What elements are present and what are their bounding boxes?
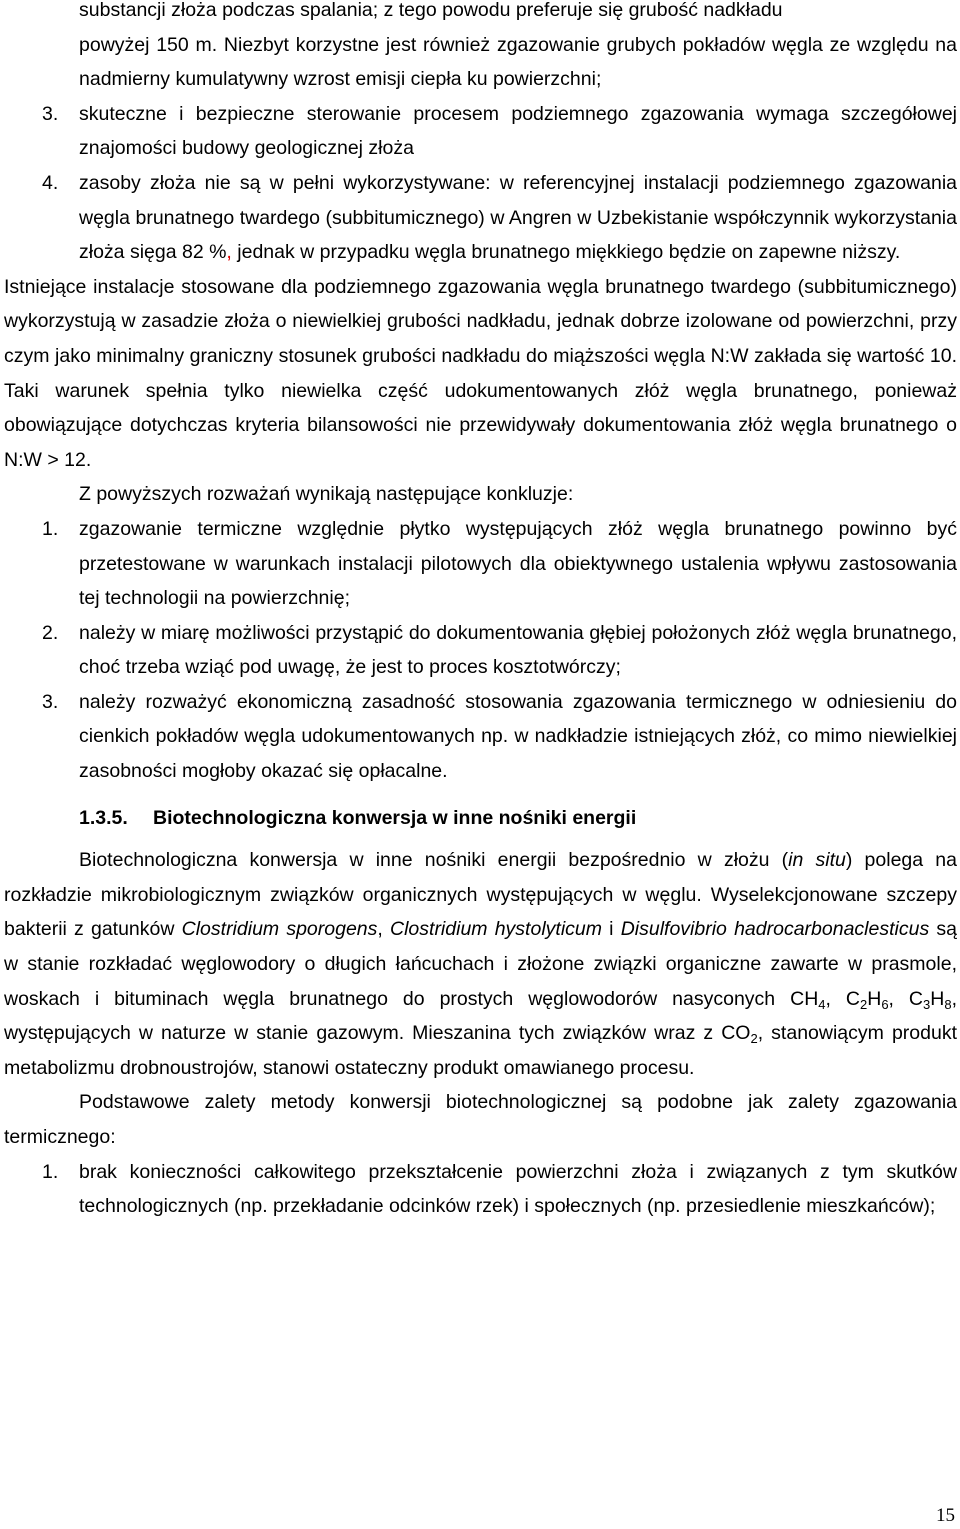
continuation-line-1: substancji złoża podczas spalania; z tego powodu preferuje się grubość nadkładu: [79, 0, 783, 21]
conclusions-intro: Z powyższych rozważań wynikają następujące konkluzje:: [79, 483, 574, 506]
text-run: Biotechnologiczna konwersja w inne nośniki energii bezpośrednio w złożu (: [79, 849, 789, 872]
page-number: 15: [936, 1505, 955, 1526]
text-run: ,: [377, 918, 391, 941]
conclusion-item-1: [4, 512, 957, 616]
document-page: [4, 0, 957, 1224]
list-text: skuteczne i bezpieczne sterowanie procesem podziemnego zgazowania wymaga szczegółowej znajomości budowy geologicznej złoża: [79, 102, 957, 160]
text-run: H: [867, 987, 882, 1010]
section-heading: [4, 801, 957, 836]
text-run: , stanowiącym produkt metabolizmu drobnoustrojów, stanowi ostateczny produkt omawianego procesu.: [4, 1022, 957, 1079]
italic-species-1: Clostridium sporogens: [181, 918, 378, 941]
list-number: 1.: [42, 1160, 59, 1183]
advantages-intro: Podstawowe zalety metody konwersji biotechnologicznej są podobne jak zalety zgazowania termicznego:: [4, 1091, 957, 1148]
text-run: , C: [888, 987, 924, 1010]
paragraph-istniejace: Istniejące instalacje stosowane dla podziemnego zgazowania węgla brunatnego twardego (subbitumicznego) wykorzystują w zasadzie złoża o niewielkiej grubości nadkładu, jednak dobrze izolowane od powierzchni, przy czym jako minimalny graniczny stosunek grubości nadkładu do miąższości węgla N:W zakłada się wartość 10. Taki warunek spełnia tylko niewielka część udokumentowanych złóż węgla brunatnego, ponieważ obowiązujące dotychczas kryteria bilansowości nie przewidywały dokumentowania złóż węgla brunatnego o N:W > 12.: [4, 275, 957, 471]
text-run: , C: [825, 987, 860, 1010]
subscript: 3: [923, 996, 931, 1012]
italic-species-2: Clostridium hystolyticum: [390, 918, 602, 941]
subscript: 2: [859, 996, 868, 1012]
advantage-item-1: [4, 1155, 957, 1224]
list-text: należy rozważyć ekonomiczną zasadność stosowania zgazowania termicznego w odniesieniu do cienkich pokładów węgla udokumentowanych np. w nadkładzie istniejących złóż, co mimo niewielkiej zasobności mogłoby okazać się opłacalne.: [79, 690, 957, 783]
conclusion-item-3: [4, 685, 957, 789]
red-comma: ,: [226, 241, 232, 264]
list-number: 3.: [42, 690, 59, 713]
text-run: ) polega na rozkładzie mikrobiologicznym związków organicznych występujących w węglu. Wyselekcjonowane szczepy bakterii z gatunków: [4, 849, 957, 941]
list-item-3: [4, 97, 957, 166]
paragraph-biotechnologiczna: [4, 843, 957, 1085]
section-title: Biotechnologiczna konwersja w inne nośniki energii: [153, 806, 637, 829]
subscript: 2: [750, 1031, 758, 1047]
list-text: brak konieczności całkowitego przekształcenie powierzchni złoża i związanych z tym skutków technologicznych (np. przekładanie odcinków rzek) i społecznych (np. przesiedlenie mieszkańców);: [79, 1160, 957, 1218]
list-item-4: [4, 166, 957, 270]
section-number: 1.3.5.: [79, 806, 128, 829]
list-text-end: jednak w przypadku węgla brunatnego miękkiego będzie on zapewne niższy.: [231, 241, 901, 264]
list-continuation: [4, 0, 957, 97]
italic-species-3: Disulfovibrio hadrocarbonaclesticus: [620, 918, 930, 941]
text-run: i: [602, 918, 621, 941]
italic-in-situ: in situ: [788, 849, 846, 872]
list-number: 3.: [42, 102, 59, 125]
text-run: H: [930, 987, 945, 1010]
text-run: , występujących w naturze w stanie gazowym. Mieszanina tych związków wraz z CO: [4, 987, 957, 1045]
list-text: zasoby złoża nie są w pełni wykorzystywane: w referencyjnej instalacji podziemnego zgazowania węgla brunatnego twardego (subbitumicznego) w Angren w Uzbekistanie współczynnik wykorzystania złoża sięga 82 %: [79, 171, 957, 264]
continuation-line-2: powyżej 150 m. Niezbyt korzystne jest również zgazowanie grubych pokładów węgla ze względu na nadmierny kumulatywny wzrost emisji ciepła ku powierzchni;: [79, 33, 957, 91]
subscript: 8: [944, 996, 952, 1012]
conclusion-item-2: [4, 616, 957, 685]
subscript: 4: [818, 996, 826, 1012]
subscript: 6: [881, 996, 889, 1012]
text-run: są w stanie rozkładać węglowodory o długich łańcuchach i złożone związki organiczne zawarte w prasmole, woskach i bituminach węgla brunatnego do prostych węglowodorów nasyconych CH: [4, 918, 957, 1010]
list-number: 1.: [42, 517, 59, 540]
list-text: zgazowanie termiczne względnie płytko występujących złóż węgla brunatnego powinno być przetestowane w warunkach instalacji pilotowych dla obiektywnego ustalenia wpływu zastosowania tej technologii na powierzchnię;: [79, 517, 957, 610]
list-number: 2.: [42, 621, 59, 644]
list-text: należy w miarę możliwości przystąpić do dokumentowania głębiej położonych złóż węgla brunatnego, choć trzeba wziąć pod uwagę, że jest to proces kosztotwórczy;: [79, 621, 957, 679]
list-number: 4.: [42, 171, 59, 194]
